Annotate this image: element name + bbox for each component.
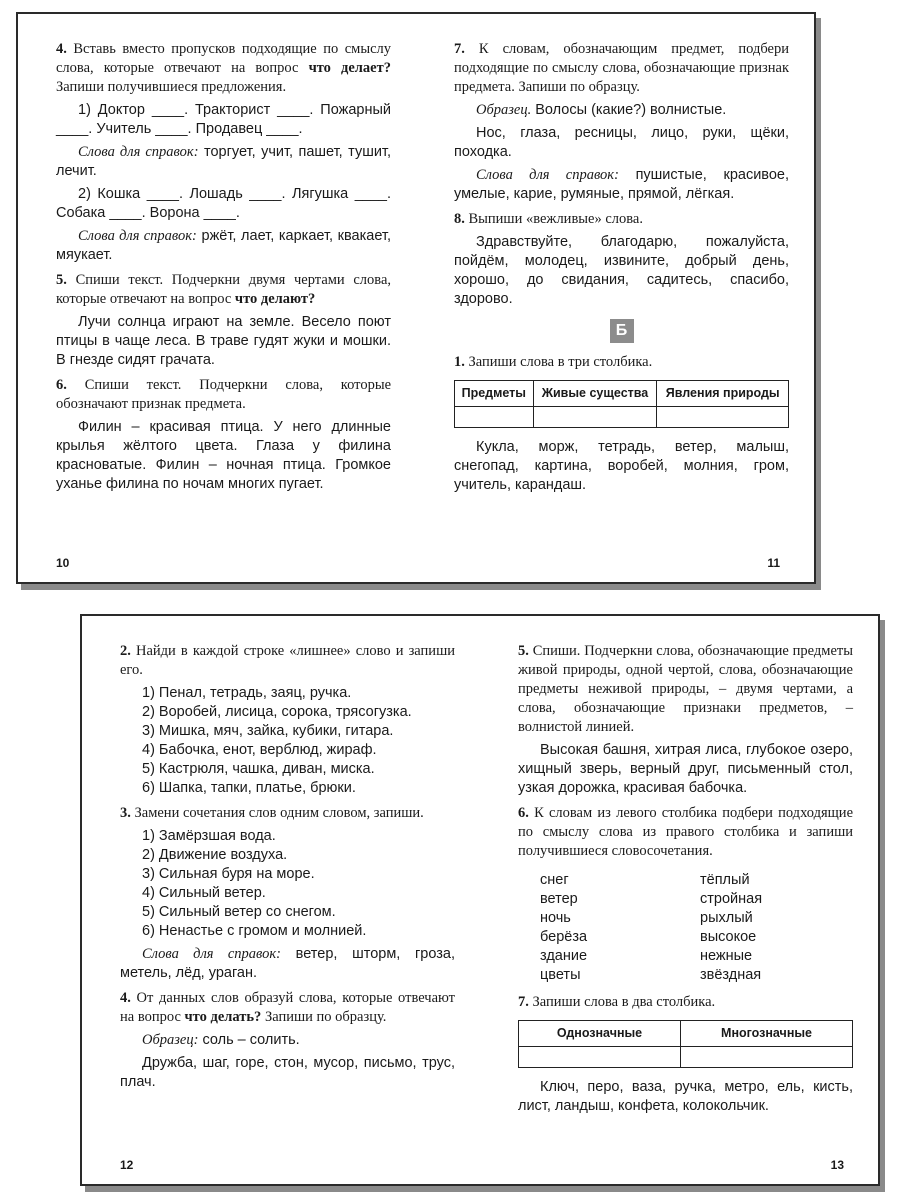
list-item: 2) Движение воздуха. (142, 847, 288, 863)
task-7 (454, 40, 789, 204)
task-question: что делать? (184, 1009, 262, 1025)
task-1 (454, 353, 789, 495)
task-text: Кукла, морж, тетрадь, ветер, малыш, снегопад, картина, воробей, молния, гром, учитель, карандаш. (454, 439, 789, 493)
list-item: 3) Мишка, мяч, зайка, кубики, гитара. (142, 723, 394, 739)
task-5 (518, 642, 853, 798)
page-number: 12 (120, 1158, 134, 1172)
task-question: что делают? (234, 291, 316, 307)
book-spread-pages-10-11 (16, 12, 816, 584)
left-word: цветы (540, 967, 581, 983)
reference-label: Слова для справок: (476, 167, 619, 183)
page-number: 11 (767, 556, 780, 570)
page-number: 10 (56, 556, 70, 570)
task-8 (454, 210, 789, 309)
reference-words: пушистые, красивое, умелые, карие, румяные, прямой, лёгкая. (454, 167, 789, 202)
task-number: 1. (454, 354, 465, 370)
task-7 (518, 993, 853, 1116)
task-number: 3. (120, 805, 131, 821)
column-header: Живые существа (533, 381, 657, 407)
left-word: снег (540, 872, 569, 888)
task-4 (120, 989, 455, 1092)
task-3 (120, 804, 455, 983)
task-instruction-tail: Запиши по образцу. (261, 1009, 387, 1025)
task-6 (518, 804, 853, 985)
task-instruction: Спиши текст. Подчеркни двумя чертами слова, которые отвечают на вопрос (56, 272, 392, 307)
empty-cell (657, 407, 789, 428)
list-item: 4) Сильный ветер. (142, 885, 266, 901)
column-header: Однозначные (519, 1021, 681, 1047)
task-instruction: Спиши текст. Подчеркни слова, которые обозначают признак предмета. (56, 377, 391, 412)
list-item: 6) Ненастье с громом и молнией. (142, 923, 367, 939)
task-instruction: К словам из левого столбика подбери подходящие по смыслу слова из правого столбика и запиши получившиеся словосочетания. (518, 805, 854, 859)
empty-cell (533, 407, 657, 428)
task-text: Дружба, шаг, горе, стон, мусор, письмо, трус, плач. (120, 1055, 455, 1090)
task-4 (56, 40, 391, 265)
column-header: Многозначные (681, 1021, 853, 1047)
task-2 (120, 642, 455, 798)
page-11 (454, 40, 789, 501)
task-words: Нос, глаза, ресницы, лицо, руки, щёки, походка. (454, 125, 789, 160)
section-badge: Б (610, 319, 634, 343)
right-word: тёплый (700, 872, 750, 888)
task-text: Филин – красивая птица. У него длинные крылья жёлтого цвета. Глаза у филина красноватые. Филин – ночная птица. Громкое уханье филина по ночам многих пугает. (56, 419, 391, 492)
list-item: 3) Сильная буря на море. (142, 866, 315, 882)
task-instruction: Запиши слова в два столбика. (532, 994, 716, 1010)
right-word: рыхлый (700, 910, 753, 926)
list-item: 2) Воробей, лисица, сорока, трясогузка. (142, 704, 412, 720)
reference-words: ржёт, лает, каркает, квакает, мяукает. (56, 228, 391, 263)
two-column-table (518, 1020, 853, 1068)
reference-label: Слова для справок: (78, 228, 197, 244)
right-word: высокое (700, 929, 757, 945)
page-12 (120, 642, 455, 1098)
task-number: 5. (56, 272, 67, 288)
reference-words: торгует, учит, пашет, тушит, лечит. (56, 144, 391, 179)
task-text: Здравствуйте, благодарю, пожалуйста, пойдём, молодец, извините, добрый день, хорошо, до свидания, садитесь, спасибо, здорово. (454, 234, 789, 307)
book-spread-pages-12-13 (80, 614, 880, 1186)
reference-label: Слова для справок: (78, 144, 199, 160)
task-number: 6. (56, 377, 67, 393)
numbered-list (120, 827, 455, 941)
sample-label: Образец. (476, 102, 532, 118)
numbered-list (120, 684, 455, 798)
task-question: что делает? (308, 60, 391, 76)
task-6 (56, 376, 391, 494)
list-item: 1) Пенал, тетрадь, заяц, ручка. (142, 685, 352, 701)
task-instruction: Выпиши «вежливые» слова. (468, 211, 643, 227)
task-text: Высокая башня, хитрая лиса, глубокое озеро, хищный зверь, верный друг, письменный стол, узкая дорожка, красивая бабочка. (518, 742, 853, 796)
right-word: звёздная (700, 967, 762, 983)
exercise-line-1: 1) Доктор ____. Тракторист ____. Пожарный ____. Учитель ____. Продавец ____. (56, 102, 391, 137)
task-instruction: Найди в каждой строке «лишнее» слово и запиши его. (120, 643, 455, 678)
list-item: 4) Бабочка, енот, верблюд, жираф. (142, 742, 377, 758)
task-number: 7. (454, 41, 465, 57)
list-item: 5) Кастрюля, чашка, диван, миска. (142, 761, 375, 777)
reference-label: Слова для справок: (142, 946, 281, 962)
task-number: 6. (518, 805, 529, 821)
task-number: 8. (454, 211, 465, 227)
sample-text: Волосы (какие?) волнистые. (531, 102, 727, 118)
task-number: 7. (518, 994, 529, 1010)
column-header: Явления природы (657, 381, 789, 407)
task-5 (56, 271, 391, 370)
sample-text: соль – солить. (198, 1032, 300, 1048)
task-text: Ключ, перо, ваза, ручка, метро, ель, кисть, лист, ландыш, конфета, колокольчик. (518, 1079, 853, 1114)
right-word: нежные (700, 948, 753, 964)
task-number: 5. (518, 643, 529, 659)
reference-words: ветер, шторм, гроза, метель, лёд, ураган. (120, 946, 455, 981)
page-10 (56, 40, 391, 500)
task-instruction: Замени сочетания слов одним словом, запиши. (134, 805, 424, 821)
right-word: стройная (700, 891, 763, 907)
left-word: здание (540, 948, 588, 964)
word-columns (540, 871, 853, 985)
task-instruction: От данных слов образуй слова, которые отвечают на вопрос (120, 990, 455, 1025)
three-column-table (454, 380, 789, 428)
exercise-line-2: 2) Кошка ____. Лошадь ____. Лягушка ____. Собака ____. Ворона ____. (56, 186, 391, 221)
left-word: берёза (540, 929, 588, 945)
task-instruction: Спиши. Подчеркни слова, обозначающие предметы живой природы, одной чертой, слова, обозначающие предметы неживой природы, – двумя чертами, а слова, обозначающие признаки предметов, – волнистой линией. (518, 643, 853, 735)
task-number: 4. (120, 990, 131, 1006)
empty-cell (455, 407, 534, 428)
task-instruction: К словам, обозначающим предмет, подбери подходящие по смыслу слова, обозначающие признак предмета. Запиши по образцу. (454, 41, 789, 95)
task-instruction: Запиши слова в три столбика. (468, 354, 653, 370)
empty-cell (681, 1047, 853, 1068)
page-13 (518, 642, 853, 1122)
page-number: 13 (830, 1158, 844, 1172)
list-item: 1) Замёрзшая вода. (142, 828, 276, 844)
task-instruction: Вставь вместо пропусков подходящие по смыслу слова, которые отвечают на вопрос (56, 41, 391, 76)
left-word: ночь (540, 910, 571, 926)
task-text: Лучи солнца играют на земле. Весело поют птицы в чаще леса. В траве гудят жуки и мошки. В гнезде сидят грачата. (56, 314, 391, 368)
task-number: 4. (56, 41, 67, 57)
empty-cell (519, 1047, 681, 1068)
list-item: 5) Сильный ветер со снегом. (142, 904, 336, 920)
task-instruction-tail: Запиши получившиеся предложения. (56, 79, 287, 95)
left-word: ветер (540, 891, 578, 907)
list-item: 6) Шапка, тапки, платье, брюки. (142, 780, 356, 796)
task-number: 2. (120, 643, 131, 659)
sample-label: Образец: (142, 1032, 199, 1048)
column-header: Предметы (455, 381, 534, 407)
